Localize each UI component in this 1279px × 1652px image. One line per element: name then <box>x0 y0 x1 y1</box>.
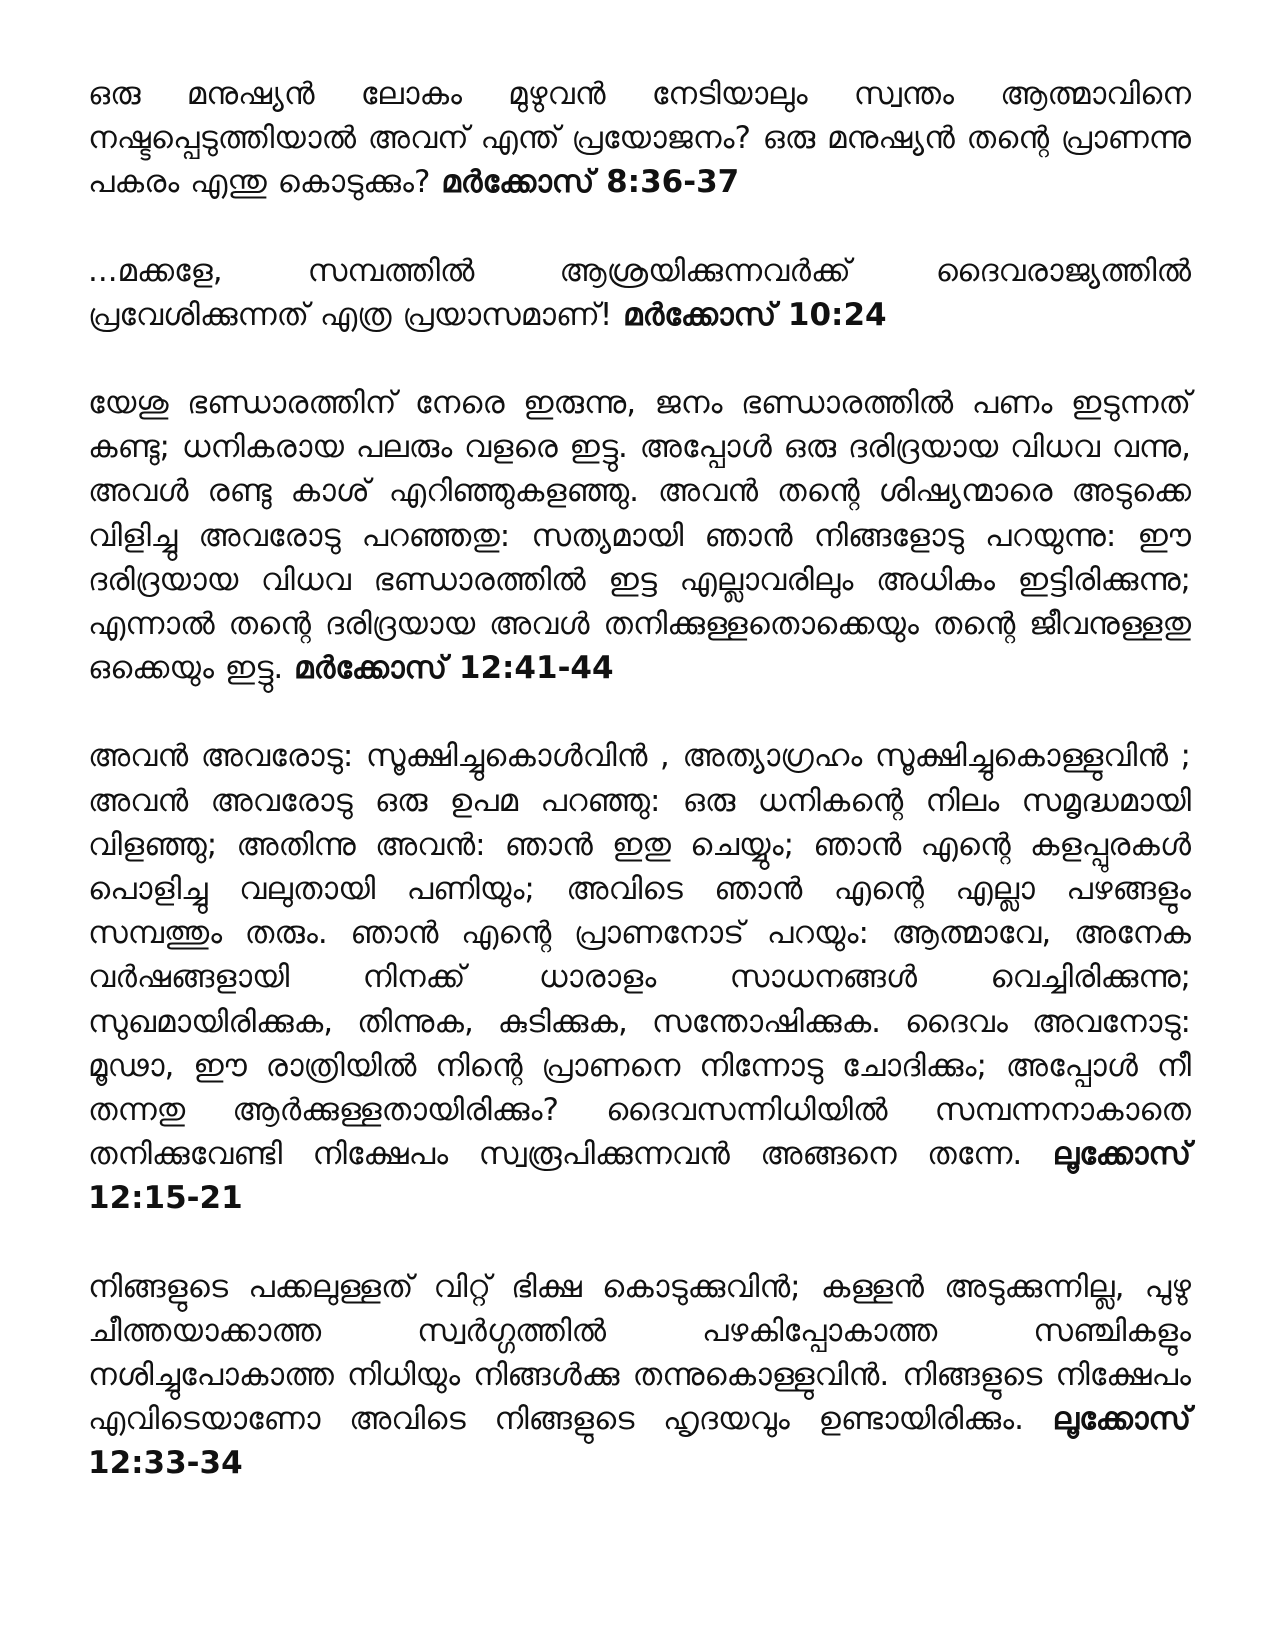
passage-mark-10-24 <box>88 249 1191 337</box>
scripture-reference: ലൂക്കോസ് 12:15-21 <box>88 1136 1192 1217</box>
passage-text: അവൻ അവരോടു: സൂക്ഷിച്ചുകൊൾവിൻ , അത്യാഗ്രഹം സൂക്ഷിച്ചുകൊള്ളുവിൻ ; അവൻ അവരോടു ഒരു ഉപമ പറഞ്ഞു: ഒരു ധനികന്റെ നിലം സമൃദ്ധമായി വിളഞ്ഞു; അതിന്നു അവൻ: ഞാൻ ഇതു ചെയ്യും; ഞാൻ എന്റെ കളപ്പുരകൾ പൊളിച്ചു വലുതായി പണിയും; അവിടെ ഞാൻ എന്റെ എല്ലാ പഴങ്ങളും സമ്പത്തും തരും. ഞാൻ എന്റെ പ്രാണനോട് പറയും: ആത്മാവേ, അനേക വർഷങ്ങളായി നിനക്ക് ധാരാളം സാധനങ്ങൾ വെച്ചിരിക്കുന്നു; സുഖമായിരിക്കുക, തിന്നുക, കുടിക്കുക, സന്തോഷിക്കുക. ദൈവം അവനോടു: മൂഢാ, ഈ രാത്രിയിൽ നിന്റെ പ്രാണനെ നിന്നോടു ചോദിക്കും; അപ്പോൾ നീ തന്നതു ആർക്കുള്ളതായിരിക്കും? ദൈവസന്നിധിയിൽ സമ്പന്നനാകാതെ തനിക്കുവേണ്ടി നിക്ഷേപം സ്വരൂപിക്കുന്നവൻ അങ്ങനെ തന്നേ. <box>88 738 1191 1173</box>
scripture-reference: ലൂക്കോസ് 12:33-34 <box>88 1401 1191 1482</box>
passage-mark-8-36 <box>88 72 1191 205</box>
passage-text: യേശു ഭണ്ഡാരത്തിന് നേരെ ഇരുന്നു, ജനം ഭണ്ഡാരത്തിൽ പണം ഇടുന്നത് കണ്ടു; ധനികരായ പലരും വളരെ ഇട്ടു. അപ്പോൾ ഒരു ദരിദ്രയായ വിധവ വന്നു, അവൾ രണ്ടു കാശ് എറിഞ്ഞുകളഞ്ഞു. അവൻ തന്റെ ശിഷ്യന്മാരെ അടുക്കെ വിളിച്ചു അവരോടു പറഞ്ഞതു: സത്യമായി ഞാൻ നിങ്ങളോടു പറയുന്നു: ഈ ദരിദ്രയായ വിധവ ഭണ്ഡാരത്തിൽ ഇട്ട എല്ലാവരിലും അധികം ഇട്ടിരിക്കുന്നു; എന്നാൽ തന്റെ ദരിദ്രയായ അവൾ തനിക്കുള്ളതൊക്കെയും തന്റെ ജീവനുള്ളതു ഒക്കെയും ഇട്ടു. <box>88 385 1191 687</box>
scripture-reference: മർക്കോസ് 10:24 <box>623 296 887 333</box>
scripture-reference: മർക്കോസ് 12:41-44 <box>294 650 614 687</box>
scripture-reference: മർക്കോസ് 8:36-37 <box>441 164 740 201</box>
document-page <box>88 72 1191 1530</box>
passage-mark-12-41 <box>88 381 1191 690</box>
passage-text: ഒരു മനുഷ്യൻ ലോകം മുഴുവൻ നേടിയാലും സ്വന്തം ആത്മാവിനെ നഷ്ടപ്പെടുത്തിയാൽ അവന് എന്ത് പ്രയോജനം? ഒരു മനുഷ്യൻ തന്റെ പ്രാണന്നു പകരം എന്തു കൊടുക്കും? <box>88 76 1191 201</box>
passage-luke-12-33 <box>88 1265 1191 1486</box>
passage-luke-12-15 <box>88 734 1191 1220</box>
passage-text: ...മക്കളേ, സമ്പത്തിൽ ആശ്രയിക്കുന്നവർക്ക് ദൈവരാജ്യത്തിൽ പ്രവേശിക്കുന്നത് എത്ര പ്രയാസമാണ്! <box>88 252 1191 333</box>
passage-text: നിങ്ങളുടെ പക്കലുള്ളത് വിറ്റ് ഭിക്ഷ കൊടുക്കുവിൻ; കള്ളൻ അടുക്കുന്നില്ല, പുഴു ചീത്തയാക്കാത്ത സ്വർഗ്ഗത്തിൽ പഴകിപ്പോകാത്ത സഞ്ചികളും നശിച്ചുപോകാത്ത നിധിയും നിങ്ങൾക്കു തന്നുകൊള്ളുവിൻ. നിങ്ങളുടെ നിക്ഷേപം എവിടെയാണോ അവിടെ നിങ്ങളുടെ ഹൃദയവും ഉണ്ടായിരിക്കും. <box>88 1268 1191 1438</box>
